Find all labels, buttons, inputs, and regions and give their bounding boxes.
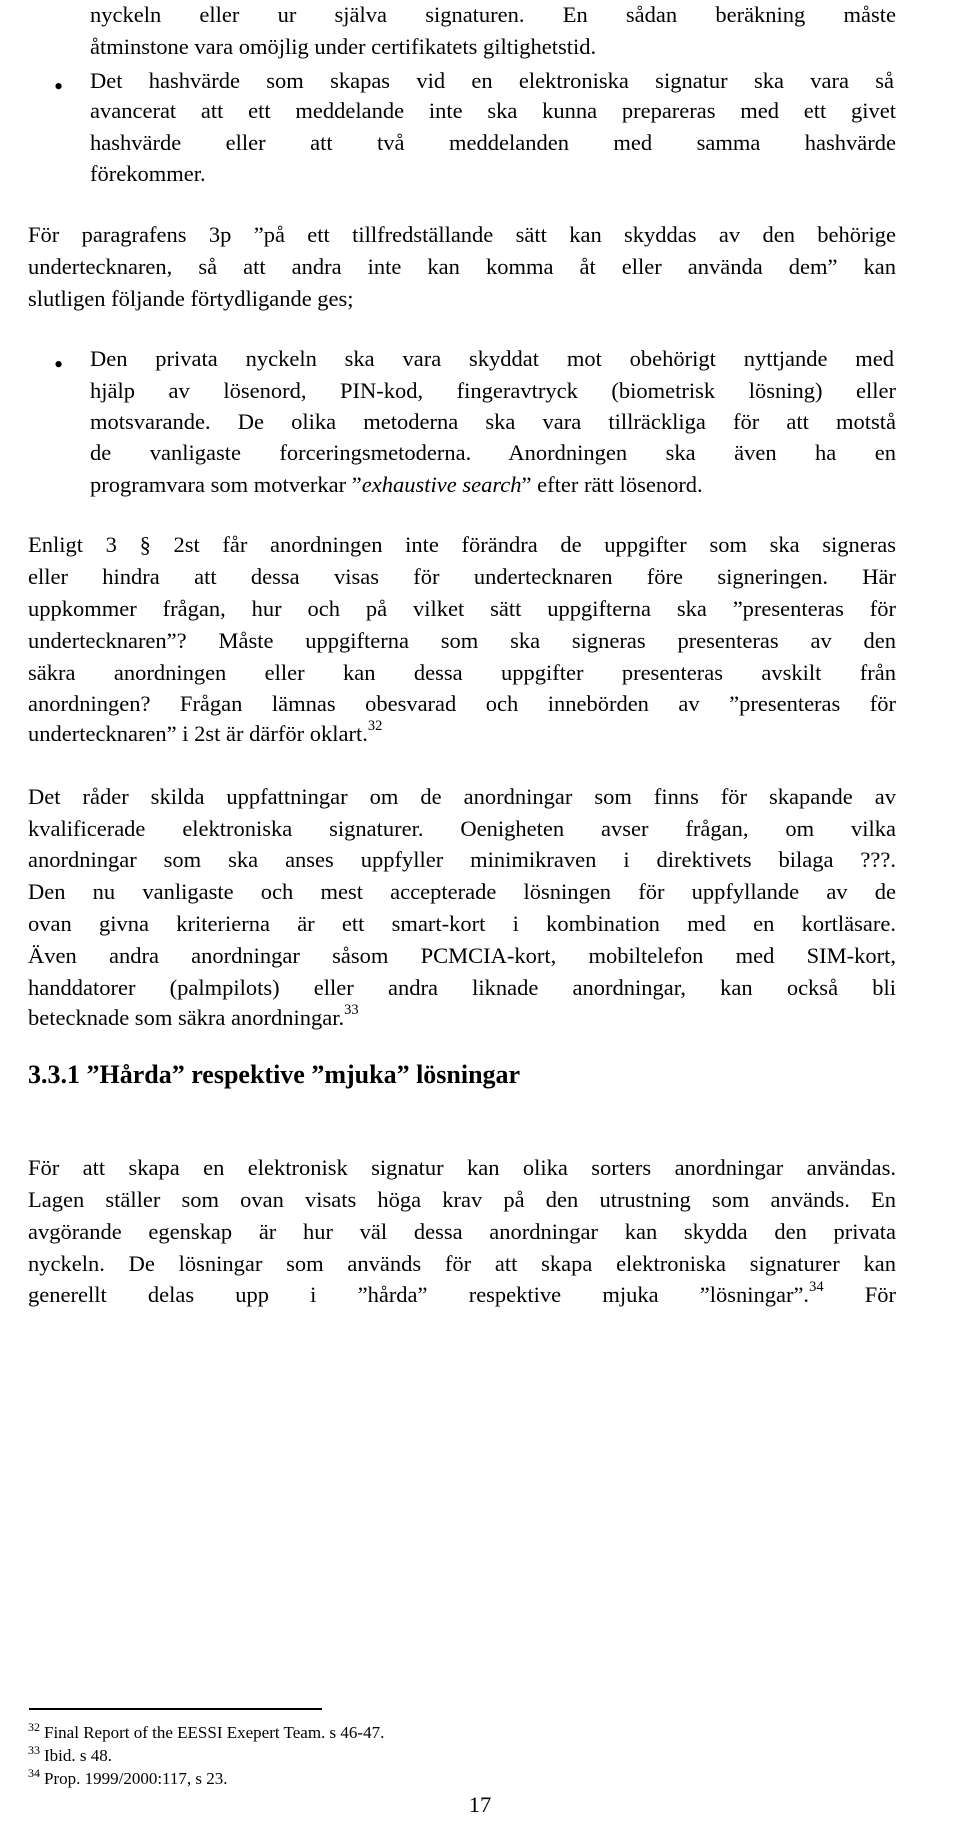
bullet-icon: • xyxy=(54,350,64,379)
footnote-number: 34 xyxy=(28,1766,40,1780)
line-text: hashvärde eller att två meddelanden med samma hashvärde xyxy=(90,130,896,155)
line-text: nyckeln eller ur själva signaturen. En sådan beräkning måste xyxy=(90,2,896,27)
footnote-text: Final Report of the EESSI Exepert Team. s 46-47. xyxy=(44,1723,385,1742)
footnote-ref[interactable]: 32 xyxy=(367,718,383,734)
line-text: anordningen? Frågan lämnas obesvarad och innebörden av ”presenteras för xyxy=(28,691,896,716)
line-text: avancerat att ett meddelande inte ska kunna prepareras med ett givet xyxy=(90,98,896,123)
footnote-ref[interactable]: 33 xyxy=(344,1002,359,1018)
line-text: undertecknaren”? Måste uppgifterna som ska signeras presenteras av den xyxy=(28,628,896,653)
text-line xyxy=(0,284,960,330)
line-text: slutligen följande förtydligande ges; xyxy=(28,286,354,311)
footnote xyxy=(28,1762,228,1790)
text-line xyxy=(0,719,960,765)
line-text: Enligt 3 § 2st får anordningen inte förändra de uppgifter som ska signeras xyxy=(28,532,896,557)
line-text: Lagen ställer som ovan visats höga krav på den utrustning som används. En xyxy=(28,1187,896,1212)
line-text: undertecknaren, så att andra inte kan komma åt eller använda dem” kan xyxy=(28,254,896,279)
footnote-text: Ibid. s 48. xyxy=(44,1746,112,1765)
footnote-number: 33 xyxy=(28,1743,40,1757)
line-text: hjälp av lösenord, PIN-kod, fingeravtryck (biometrisk lösning) eller xyxy=(90,378,896,403)
line-text: Även andra anordningar såsom PCMCIA-kort, mobiltelefon med SIM-kort, xyxy=(28,943,896,968)
footnote-number: 32 xyxy=(28,1720,40,1734)
footnote-ref[interactable]: 34 xyxy=(809,1279,824,1295)
text-line xyxy=(0,159,960,205)
line-text: För att skapa en elektronisk signatur kan olika sorters anordningar användas. xyxy=(28,1155,896,1180)
line-text: motsvarande. De olika metoderna ska vara tillräckliga för att motstå xyxy=(90,409,896,434)
page-number: 17 xyxy=(468,1792,492,1817)
line-text-after: För xyxy=(864,1282,896,1307)
line-text: förekommer. xyxy=(90,161,206,186)
line-text: generellt delas upp i ”hårda” respektive mjuka ”lösningar”. xyxy=(28,1282,810,1307)
line-text: handdatorer (palmpilots) eller andra liknade anordningar, kan också bli xyxy=(28,975,896,1000)
text-line xyxy=(0,1003,960,1049)
line-text: avgörande egenskap är hur väl dessa anordningar kan skydda den privata xyxy=(28,1219,896,1244)
line-text: nyckeln. De lösningar som används för att skapa elektroniska signaturer kan xyxy=(28,1251,896,1276)
line-text-after: ” efter rätt lösenord. xyxy=(521,472,703,497)
footnote-text: Prop. 1999/2000:117, s 23. xyxy=(44,1769,228,1788)
italic-term: exhaustive search xyxy=(361,472,522,497)
line-text: åtminstone vara omöjlig under certifikatets giltighetstid. xyxy=(90,34,597,59)
text-line xyxy=(0,470,960,516)
line-text: Den nu vanligaste och mest accepterade lösningen för uppfyllande av de xyxy=(28,879,896,904)
section-heading: 3.3.1 ”Hårda” respektive ”mjuka” lösningar xyxy=(28,1060,521,1089)
line-text: programvara som motverkar ” xyxy=(90,472,362,497)
footnote-separator xyxy=(29,1708,322,1710)
line-text: de vanligaste forceringsmetoderna. Anordningen ska även ha en xyxy=(90,440,896,465)
line-text: Den privata nyckeln ska vara skyddat mot obehörigt nyttjande med xyxy=(90,346,894,371)
line-text: Det råder skilda uppfattningar om de anordningar som finns för skapande av xyxy=(28,784,896,809)
line-text: undertecknaren” i 2st är därför oklart. xyxy=(28,721,368,746)
bullet-icon: • xyxy=(54,72,64,101)
line-text: anordningar som ska anses uppfyller minimikraven i direktivets bilaga ???. xyxy=(28,847,896,872)
line-text: uppkommer frågan, hur och på vilket sätt uppgifterna ska ”presenteras för xyxy=(28,596,896,621)
line-text: eller hindra att dessa visas för undertecknaren före signeringen. Här xyxy=(28,564,896,589)
line-text: För paragrafens 3p ”på ett tillfredställande sätt kan skyddas av den behörige xyxy=(28,222,896,247)
line-text: Det hashvärde som skapas vid en elektroniska signatur ska vara så xyxy=(90,68,894,93)
line-text: kvalificerade elektroniska signaturer. Oenigheten avser frågan, om vilka xyxy=(28,816,896,841)
line-text: säkra anordningen eller kan dessa uppgifter presenteras avskilt från xyxy=(28,660,896,685)
text-line xyxy=(0,1280,960,1326)
line-text: ovan givna kriterierna är ett smart-kort i kombination med en kortläsare. xyxy=(28,911,896,936)
line-text: betecknade som säkra anordningar. xyxy=(28,1005,345,1030)
